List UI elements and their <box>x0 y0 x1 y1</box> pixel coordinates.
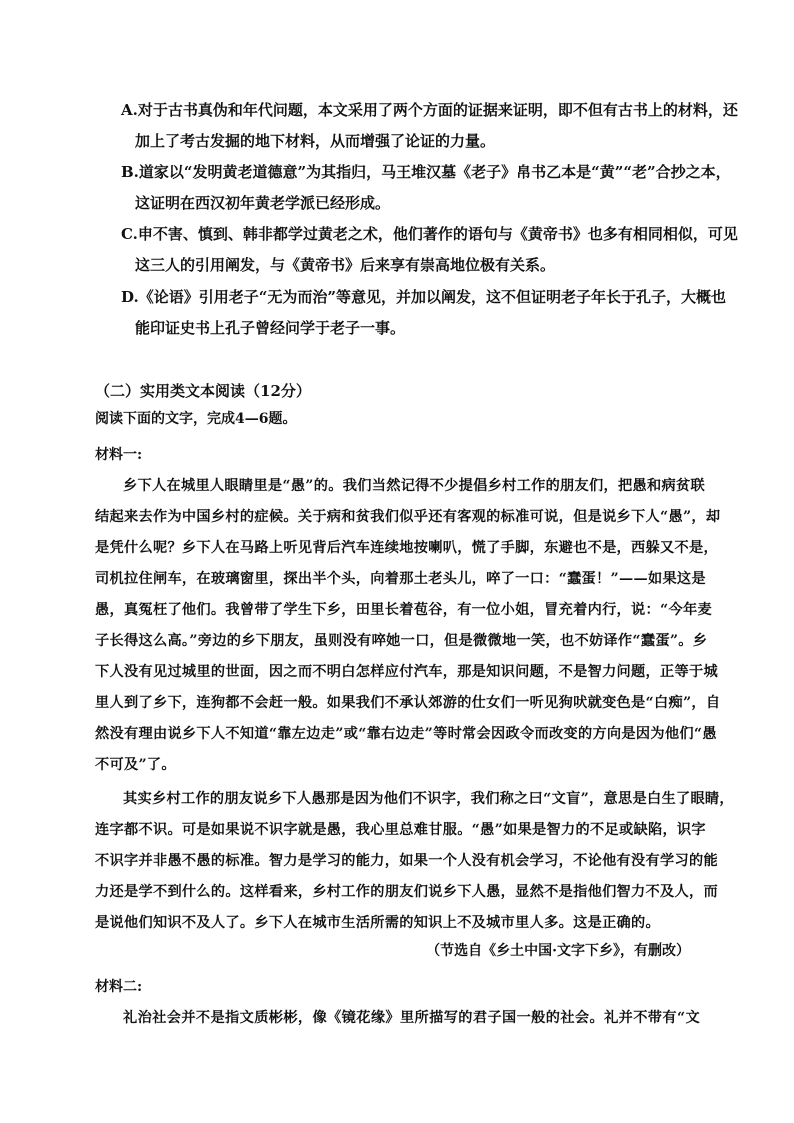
paragraph-line: 子长得这么高。”旁边的乡下朋友，虽则没有啐她一口，但是微微地一笑，也不妨译作“蠢蛋”。乡 <box>95 633 708 649</box>
option-b-line2: 这证明在西汉初年黄老学派已经形成。 <box>135 194 391 212</box>
option-c-line2: 这三人的引用阐发，与《黄帝书》后来享有崇高地位极有关系。 <box>135 256 556 274</box>
section-title: （二）实用类文本阅读（12分） <box>95 382 311 400</box>
material1-paragraph1 <box>95 471 721 781</box>
paragraph-line: 乡下人在城里人眼睛里是“愚”的。我们当然记得不少提倡乡村工作的朋友们，把愚和病贫联 <box>123 478 705 494</box>
material2-label: 材料二: <box>95 979 143 995</box>
option-a-line1: A.对于古书真伪和年代问题，本文采用了两个方面的证据来证明，即不但有古书上的材料，还 <box>121 101 738 119</box>
paragraph-line: 司机拉住闸车，在玻璃窗里，探出半个头，向着那土老头儿，啐了一口：“蠢蛋！”——如果这是 <box>95 571 706 587</box>
material1-label: 材料一: <box>95 447 143 463</box>
source-citation: （节选自《乡土中国·文字下乡》，有删改） <box>426 943 690 959</box>
material2-paragraph1 <box>95 1003 700 1034</box>
paragraph-line: 愚，真冤枉了他们。我曾带了学生下乡，田里长着苞谷，有一位小姐，冒充着内行，说：“今年麦 <box>95 602 712 618</box>
option-c <box>121 219 738 281</box>
option-c-line1: C.申不害、慎到、韩非都学过黄老之术，他们著作的语句与《黄帝书》也多有相同相似，可见 <box>121 225 738 243</box>
option-b-line1: B.道家以“发明黄老道德意”为其指归，马王堆汉墓《老子》帛书乙本是“黄”“老”合抄之本， <box>121 163 731 181</box>
paragraph-line: 里人到了乡下，连狗都不会赶一般。如果我们不承认郊游的仕女们一听见狗吠就变色是“白痴”，自 <box>95 695 721 711</box>
paragraph-line: 不识字并非愚不愚的标准。智力是学习的能力，如果一个人没有机会学习，不论他有没有学习的能 <box>95 853 718 869</box>
paragraph-line: 力还是学不到什么的。这样看来，乡村工作的朋友们说乡下人愚，显然不是指他们智力不及人，而 <box>95 884 718 900</box>
material1-paragraph2 <box>95 784 734 939</box>
option-a-line2: 加上了考古发掘的地下材料，从而增强了论证的力量。 <box>135 132 496 150</box>
instruction: 阅读下面的文字，完成4—6题。 <box>95 411 297 427</box>
option-b <box>121 157 731 219</box>
paragraph-line: 结起来去作为中国乡村的症候。关于病和贫我们似乎还有客观的标准可说，但是说乡下人“愚”，却 <box>95 509 721 525</box>
paragraph-line: 其实乡村工作的朋友说乡下人愚那是因为他们不识字，我们称之曰“文盲”，意思是白生了眼睛， <box>123 791 734 807</box>
option-d <box>121 282 726 344</box>
paragraph-line: 是凭什么呢？乡下人在马路上听见背后汽车连续地按喇叭，慌了手脚，东避也不是，西躲又不是， <box>95 540 718 556</box>
option-a <box>121 95 738 157</box>
paragraph-line: 下人没有见过城里的世面，因之而不明白怎样应付汽车，那是知识问题，不是智力问题，正等于城 <box>95 664 718 680</box>
paragraph-line: 不可及”了。 <box>95 757 176 773</box>
paragraph-line: 是说他们知识不及人了。乡下人在城市生活所需的知识上不及城市里人多。这是正确的。 <box>95 915 661 931</box>
option-d-line2: 能印证史书上孔子曾经问学于老子一事。 <box>135 319 406 337</box>
paragraph-line: 然没有理由说乡下人不知道“靠左边走”或“靠右边走”等时常会因政令而改变的方向是因为他们“愚 <box>95 726 717 742</box>
paragraph-line: 礼治社会并不是指文质彬彬，像《镜花缘》里所描写的君子国一般的社会。礼并不带有“文 <box>123 1010 700 1026</box>
paragraph-line: 连字都不识。可是如果说不识字就是愚，我心里总难甘服。“愚”如果是智力的不足或缺陷，识字 <box>95 822 706 838</box>
option-d-line1: D.《论语》引用老子“无为而治”等意见，并加以阐发，这不但证明老子年长于孔子，大概也 <box>121 288 726 306</box>
